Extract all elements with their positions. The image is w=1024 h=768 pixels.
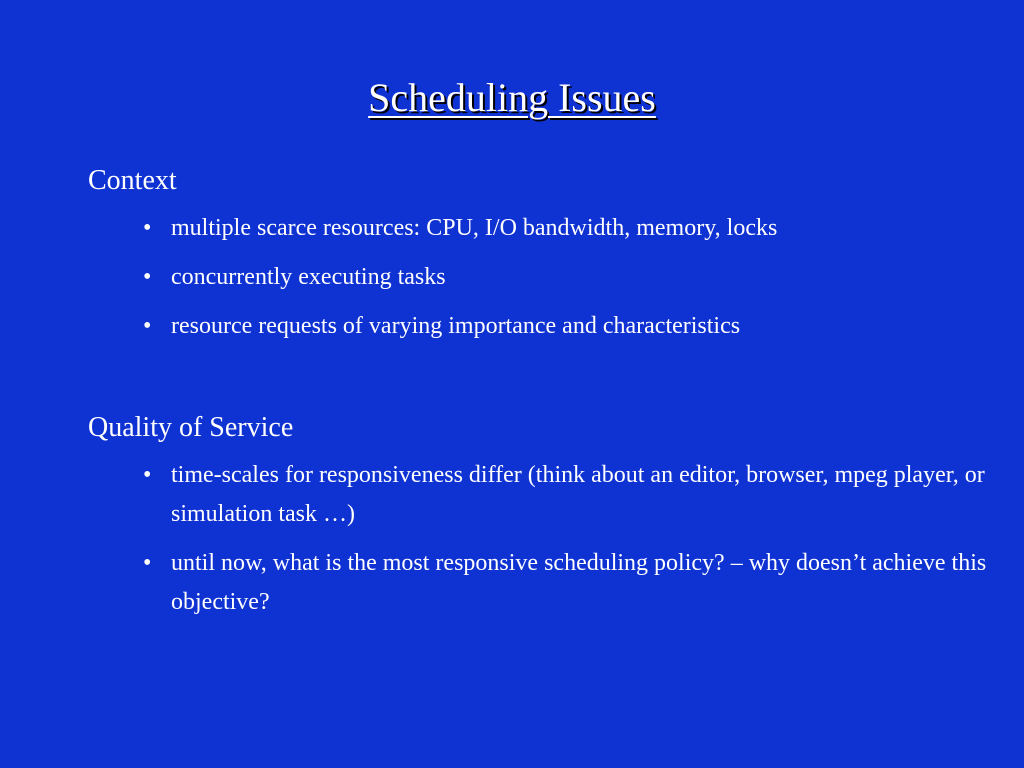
bullet-list-quality-of-service	[88, 456, 988, 622]
bullet-dot-icon: •	[143, 313, 152, 339]
bullet-item	[88, 209, 988, 248]
bullet-dot-icon: •	[143, 462, 152, 488]
section-heading-context: Context	[88, 165, 177, 196]
bullet-dot-icon: •	[143, 550, 152, 576]
bullet-text: time-scales for responsiveness differ (think about an editor, browser, mpeg player, or simulation task …)	[171, 462, 985, 527]
section-heading-quality-of-service: Quality of Service	[88, 412, 294, 443]
bullet-item	[88, 307, 988, 346]
bullet-dot-icon: •	[143, 215, 152, 241]
bullet-list-context	[88, 209, 988, 346]
section-context	[88, 163, 988, 346]
bullet-text: until now, what is the most responsive scheduling policy? – why doesn’t achieve this objective?	[171, 550, 987, 615]
bullet-text: resource requests of varying importance and characteristics	[171, 313, 741, 339]
bullet-dot-icon: •	[143, 264, 152, 290]
slide-title: Scheduling Issues	[368, 75, 656, 120]
bullet-text: concurrently executing tasks	[171, 264, 446, 290]
section-quality-of-service	[88, 410, 988, 622]
bullet-item	[88, 258, 988, 297]
bullet-item	[88, 544, 988, 622]
bullet-text: multiple scarce resources: CPU, I/O bandwidth, memory, locks	[171, 215, 778, 241]
bullet-item	[88, 456, 988, 534]
